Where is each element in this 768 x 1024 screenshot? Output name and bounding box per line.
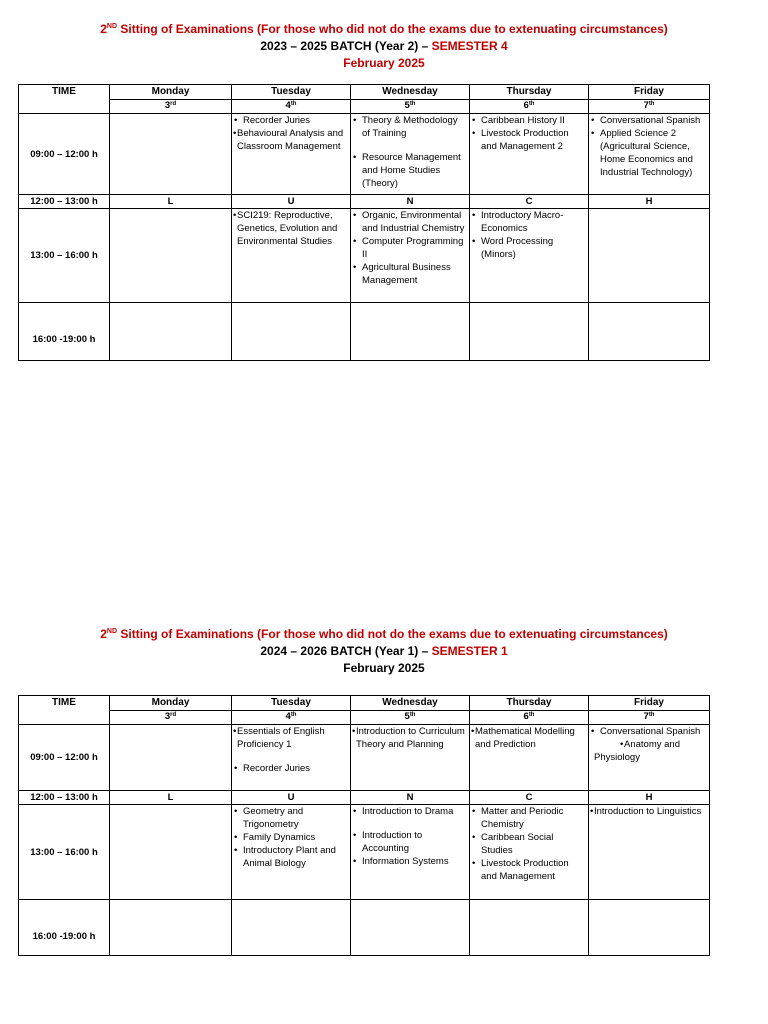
schedule-year1 [0, 626, 768, 677]
exam-item: • Livestock Production and Management 2 [471, 127, 587, 153]
date-friday: 7th [589, 100, 710, 114]
table-row [19, 725, 710, 791]
table-row [19, 791, 710, 805]
timetable-year1 [18, 695, 710, 956]
table-row [19, 303, 710, 361]
exam-item: • Resource Management and Home Studies (Theory) [352, 151, 468, 190]
exam-item: • Family Dynamics [233, 831, 349, 844]
semester-label: SEMESTER 4 [431, 39, 508, 53]
exam-item: • Word Processing (Minors) [471, 235, 587, 261]
cell-monday-evening [110, 303, 232, 361]
exam-item: • Introduction to Curriculum Theory and Planning [352, 725, 468, 751]
cell-tuesday-afternoon [232, 209, 351, 303]
lunch-letter: N [351, 195, 470, 209]
lunch-letter: N [351, 791, 470, 805]
exam-item: • Computer Programming II [352, 235, 468, 261]
cell-thursday-afternoon [470, 209, 589, 303]
semester-label: SEMESTER 1 [431, 644, 508, 658]
time-slot-morning: 09:00 – 12:00 h [19, 725, 110, 791]
date-wednesday: 5th [351, 100, 470, 114]
date-wednesday: 5th [351, 711, 470, 725]
exam-item: • Geometry and Trigonometry [233, 805, 349, 831]
time-slot-afternoon: 13:00 – 16:00 h [19, 805, 110, 900]
cell-tuesday-morning [232, 725, 351, 791]
lunch-letter: U [232, 791, 351, 805]
date-tuesday: 4th [232, 100, 351, 114]
table-row [19, 195, 710, 209]
exam-item: • Agricultural Business Management [352, 261, 468, 287]
exam-item: • Essentials of English Proficiency 1 [233, 725, 349, 751]
schedule-heading [0, 626, 768, 677]
day-monday: Monday [110, 696, 232, 711]
exam-item: • Anatomy and Physiology [590, 738, 708, 764]
day-friday: Friday [589, 85, 710, 100]
schedule-year2 [0, 21, 768, 72]
cell-wednesday-evening [351, 303, 470, 361]
day-tuesday: Tuesday [232, 85, 351, 100]
exam-item: • Mathematical Modelling and Prediction [471, 725, 587, 751]
cell-wednesday-evening [351, 900, 470, 956]
exam-item: • Organic, Environmental and Industrial Chemistry [352, 209, 468, 235]
day-wednesday: Wednesday [351, 696, 470, 711]
cell-friday-morning [589, 114, 710, 195]
date-tuesday: 4th [232, 711, 351, 725]
exam-item: • Matter and Periodic Chemistry [471, 805, 587, 831]
heading-batch: 2023 – 2025 BATCH (Year 2) – SEMESTER 4 [260, 39, 508, 53]
cell-wednesday-afternoon [351, 209, 470, 303]
cell-friday-afternoon [589, 805, 710, 900]
cell-friday-evening [589, 303, 710, 361]
table-row [19, 900, 710, 956]
table-row [19, 114, 710, 195]
exam-item: • Introduction to Drama [352, 805, 468, 818]
time-slot-morning: 09:00 – 12:00 h [19, 114, 110, 195]
lunch-letter: L [110, 791, 232, 805]
heading-batch: 2024 – 2026 BATCH (Year 1) – SEMESTER 1 [260, 644, 508, 658]
exam-item: • Caribbean Social Studies [471, 831, 587, 857]
cell-monday-morning [110, 725, 232, 791]
cell-wednesday-morning [351, 114, 470, 195]
date-monday: 3rd [110, 100, 232, 114]
cell-wednesday-morning [351, 725, 470, 791]
table-row [19, 209, 710, 303]
cell-tuesday-evening [232, 900, 351, 956]
cell-friday-afternoon [589, 209, 710, 303]
lunch-letter: C [470, 791, 589, 805]
lunch-letter: U [232, 195, 351, 209]
cell-wednesday-afternoon [351, 805, 470, 900]
exam-item: • Information Systems [352, 855, 468, 868]
lunch-letter: L [110, 195, 232, 209]
exam-item: • Applied Science 2 (Agricultural Science, Home Economics and Industrial Technology) [590, 127, 708, 179]
cell-tuesday-morning [232, 114, 351, 195]
day-thursday: Thursday [470, 696, 589, 711]
day-wednesday: Wednesday [351, 85, 470, 100]
time-header: TIME [19, 696, 110, 725]
cell-thursday-morning [470, 725, 589, 791]
cell-monday-morning [110, 114, 232, 195]
time-slot-lunch: 12:00 – 13:00 h [19, 791, 110, 805]
exam-item: • Caribbean History II [471, 114, 587, 127]
cell-tuesday-afternoon [232, 805, 351, 900]
heading-line1: 2ND Sitting of Examinations (For those who did not do the exams due to extenuating circumstances) [100, 627, 668, 641]
exam-item: • SCI219: Reproductive, Genetics, Evolution and Environmental Studies [233, 209, 349, 248]
exam-item: • Introduction to Linguistics [590, 805, 708, 818]
time-slot-evening: 16:00 -19:00 h [19, 303, 110, 361]
lunch-letter: C [470, 195, 589, 209]
time-slot-evening: 16:00 -19:00 h [19, 900, 110, 956]
cell-thursday-evening [470, 900, 589, 956]
day-friday: Friday [589, 696, 710, 711]
time-slot-lunch: 12:00 – 13:00 h [19, 195, 110, 209]
exam-item: • Theory & Methodology of Training [352, 114, 468, 140]
exam-item: • Introductory Macro-Economics [471, 209, 587, 235]
exam-item: • Conversational Spanish [590, 114, 708, 127]
cell-thursday-afternoon [470, 805, 589, 900]
exam-item: • Introduction to Accounting [352, 829, 468, 855]
cell-thursday-morning [470, 114, 589, 195]
cell-monday-evening [110, 900, 232, 956]
time-header: TIME [19, 85, 110, 114]
date-thursday: 6th [470, 711, 589, 725]
exam-item: • Recorder Juries [233, 114, 349, 127]
schedule-heading [0, 21, 768, 72]
timetable-year2 [18, 84, 710, 361]
day-tuesday: Tuesday [232, 696, 351, 711]
exam-item: • Behavioural Analysis and Classroom Management [233, 127, 349, 153]
cell-friday-morning [589, 725, 710, 791]
cell-monday-afternoon [110, 805, 232, 900]
date-monday: 3rd [110, 711, 232, 725]
time-slot-afternoon: 13:00 – 16:00 h [19, 209, 110, 303]
heading-month: February 2025 [343, 56, 425, 70]
table-row [19, 805, 710, 900]
cell-tuesday-evening [232, 303, 351, 361]
lunch-letter: H [589, 791, 710, 805]
day-monday: Monday [110, 85, 232, 100]
cell-friday-evening [589, 900, 710, 956]
heading-month: February 2025 [343, 661, 425, 675]
exam-item: • Recorder Juries [233, 762, 349, 775]
date-friday: 7th [589, 711, 710, 725]
day-thursday: Thursday [470, 85, 589, 100]
cell-monday-afternoon [110, 209, 232, 303]
cell-thursday-evening [470, 303, 589, 361]
heading-line1: 2ND Sitting of Examinations (For those who did not do the exams due to extenuating circumstances) [100, 22, 668, 36]
lunch-letter: H [589, 195, 710, 209]
date-thursday: 6th [470, 100, 589, 114]
exam-item: • Livestock Production and Management [471, 857, 587, 883]
exam-item: • Conversational Spanish [590, 725, 708, 738]
exam-item: • Introductory Plant and Animal Biology [233, 844, 349, 870]
